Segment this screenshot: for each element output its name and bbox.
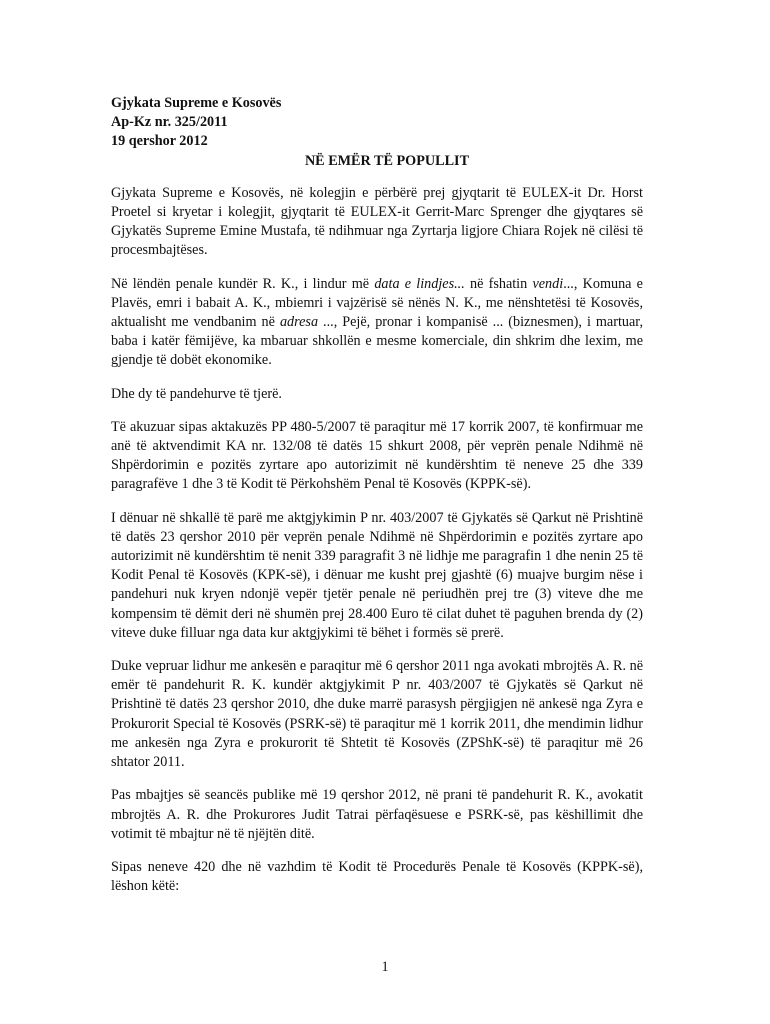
- paragraph-other-defendants: Dhe dy të pandehurve të tjerë.: [111, 385, 282, 402]
- defendant-text-a: Në lëndën penale kundër R. K., i lindur më: [111, 275, 375, 292]
- birthdate-placeholder: data e lindjes...: [374, 275, 465, 292]
- document-body: [111, 94, 643, 910]
- document-title: NË EMËR TË POPULLIT: [304, 152, 470, 169]
- paragraph-indictment: Të akuzuar sipas aktakuzës PP 480-5/2007 të paraqitur më 17 korrik 2007, të konfirmuar me anë të aktvendimit KA nr. 132/08 të datës 15 shkurt 2008, për veprën penale Ndihmë në Shpërdorimin e pozitës zyrtare apo autorizimit në kundërshtim të neneve 25 dhe 339 paragrafëve 1 dhe 3 të Kodit të Përkohshëm Penal të Kosovës (KPPK-së).: [111, 418, 643, 493]
- defendant-text-c: ..., Komuna e Plavës, emri i babait A. K., mbiemri i vajzërisë së nënës N. K., me nënshtetësi të Kosovës, aktualisht me vendbanim në: [111, 275, 643, 331]
- court-name: Gjykata Supreme e Kosovës: [111, 95, 282, 111]
- paragraph-panel-composition: Gjykata Supreme e Kosovës, në kolegjin e përbërë prej gjyqtarit të EULEX-it Dr. Horst Proetel si kryetar i kolegjit, gjyqtarit të EULEX-it Gerrit-Marc Sprenger dhe gjyqtares së Gjykatës Supreme Emine Mustafa, të ndihmuar nga Zyrtarja ligjore Chiara Rojek në cilësi të procesmbajtëses.: [111, 184, 643, 259]
- defendant-text-b: në fshatin: [464, 275, 533, 292]
- paragraph-defendant-details: [111, 275, 643, 371]
- judgment-date: 19 qershor 2012: [111, 133, 208, 150]
- place-placeholder: vendi: [532, 275, 564, 292]
- paragraph-public-session: Pas mbajtjes së seancës publike më 19 qershor 2012, në prani të pandehurit R. K., avokatit mbrojtës A. R. dhe Prokurores Judit Tatrai përfaqësuese e PSRK-së, pas këshillimit dhe votimit të mbajtur në të njëjtën ditë.: [111, 787, 643, 842]
- paragraph-appeal: Duke vepruar lidhur me ankesën e paraqitur më 6 qershor 2011 nga avokati mbrojtës A. R. në emër të pandehurit R. K. kundër aktgjykimit P nr. 403/2007 të Gjykatës së Qarkut në Prishtinë të datës 23 qershor 2010, dhe duke marrë parasysh përgjigjen në ankesë nga Zyra e Prokurorit Special të Kosovës (PSRK-së) të paraqitur më 1 korrik 2011, dhe mendimin lidhur me ankesën nga Zyra e prokurorit të Shtetit të Kosovës (ZPShK-së) të paraqitur më 26 shtator 2011.: [111, 658, 643, 771]
- page-number: 1: [381, 959, 389, 975]
- defendant-text-d: ..., Pejë, pronar i kompanisë ... (biznesmen), i martuar, baba i katër fëmijëve, ka mbaruar shkollën e mesme komerciale, din shkrim dhe lexim, me gjendje të dobët ekonomike.: [111, 314, 643, 369]
- paragraph-legal-basis: Sipas neneve 420 dhe në vazhdim të Kodit të Procedurës Penale të Kosovës (KPPK-së), lëshon këtë:: [111, 858, 643, 895]
- address-placeholder: adresa: [279, 314, 319, 331]
- case-number: Ap-Kz nr. 325/2011: [111, 114, 228, 131]
- paragraph-first-instance-verdict: I dënuar në shkallë të parë me aktgjykimin P nr. 403/2007 të Gjykatës së Qarkut në Prishtinë të datës 23 qershor 2010 për veprën penale Ndihmë në Shpërdorimin e pozitës zyrtare apo autorizimit në kundërshtim të nenit 339 paragrafit 3 në lidhje me paragrafin 1 dhe nenin 25 të Kodit Penal të Kosovës (KPK-së), i dënuar me kusht prej gjashtë (6) muajve burgim nëse i pandehuri nuk kryen ndonjë vepër tjetër penale në periudhën prej tre (3) viteve dhe me kompensim të dëmit deri në shumën prej 28.400 Euro të cilat duhet të paguhen brenda dy (2) viteve duke filluar nga data kur aktgjykimi të bëhet i formës së prerë.: [111, 509, 643, 641]
